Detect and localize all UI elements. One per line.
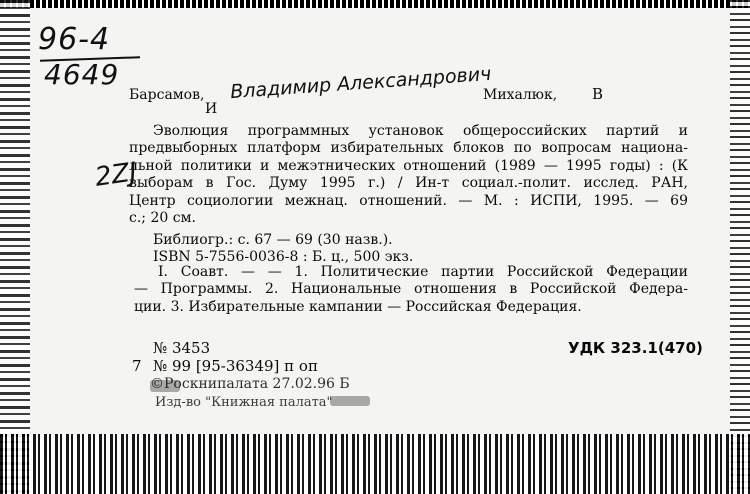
author-initial: В [592,85,604,103]
handwritten-call-number-bottom: 4649 [44,58,120,91]
handwritten-author-name: Владимир Александрович [229,62,492,104]
description-line: предвыборных платформ избирательных блоков по вопросам национа- [129,140,688,157]
scan-border-right [730,0,750,494]
handwritten-margin-mark: 2ZJ [93,157,139,193]
record-number: № 3453 [153,339,211,357]
publisher-stamp-line: Изд-во "Книжная палата" [155,395,333,410]
author-second: Михалюк, [483,87,558,103]
bibliography-note: Библиогр.: с. 67 — 69 (30 назв.). [153,232,393,248]
subject-headings [134,264,688,316]
print-smudge [150,380,180,392]
description-line: льной политики и межэтнических отношений (1989 — 1995 годы) : (К [129,157,688,174]
udk-code: УДК 323.1(470) [568,339,703,357]
record-line-lead: 7 [132,357,142,375]
handwritten-call-number-top: 96-4 [38,22,111,57]
subject-line: — Программы. 2. Национальные отношения в Российской Федера- [134,281,688,298]
scan-border-left [0,0,30,494]
description-line: Эволюция программных установок общероссийских партий и [153,123,688,139]
subject-line: ции. 3. Избирательные кампании — Российская Федерация. [134,298,582,315]
isbn-line: ISBN 5-7556-0036-8 : Б. ц., 500 экз. [153,249,414,265]
description-line: выборам в Гос. Думу 1995 г.) / Ин-т социал.-полит. исслед. РАН, [129,175,688,192]
description-line: Центр социологии межнац. отношений. — М. : ИСПИ, 1995. — 69 [129,192,688,209]
author-conjunction: И [205,101,218,117]
subject-line: I. Соавт. — — 1. Политические партии Российской Федерации [158,264,688,280]
record-line: № 99 [95-36349] п оп [153,357,318,375]
scan-border-bottom [0,434,750,494]
print-smudge [330,396,370,406]
publisher-stamp-line: ©Роскнипалата 27.02.96 Б [150,376,350,392]
bibliographic-description [129,123,688,227]
scan-border-top [0,0,750,8]
author-first: Барсамов, [129,87,205,103]
description-line: с.; 20 см. [129,210,196,227]
